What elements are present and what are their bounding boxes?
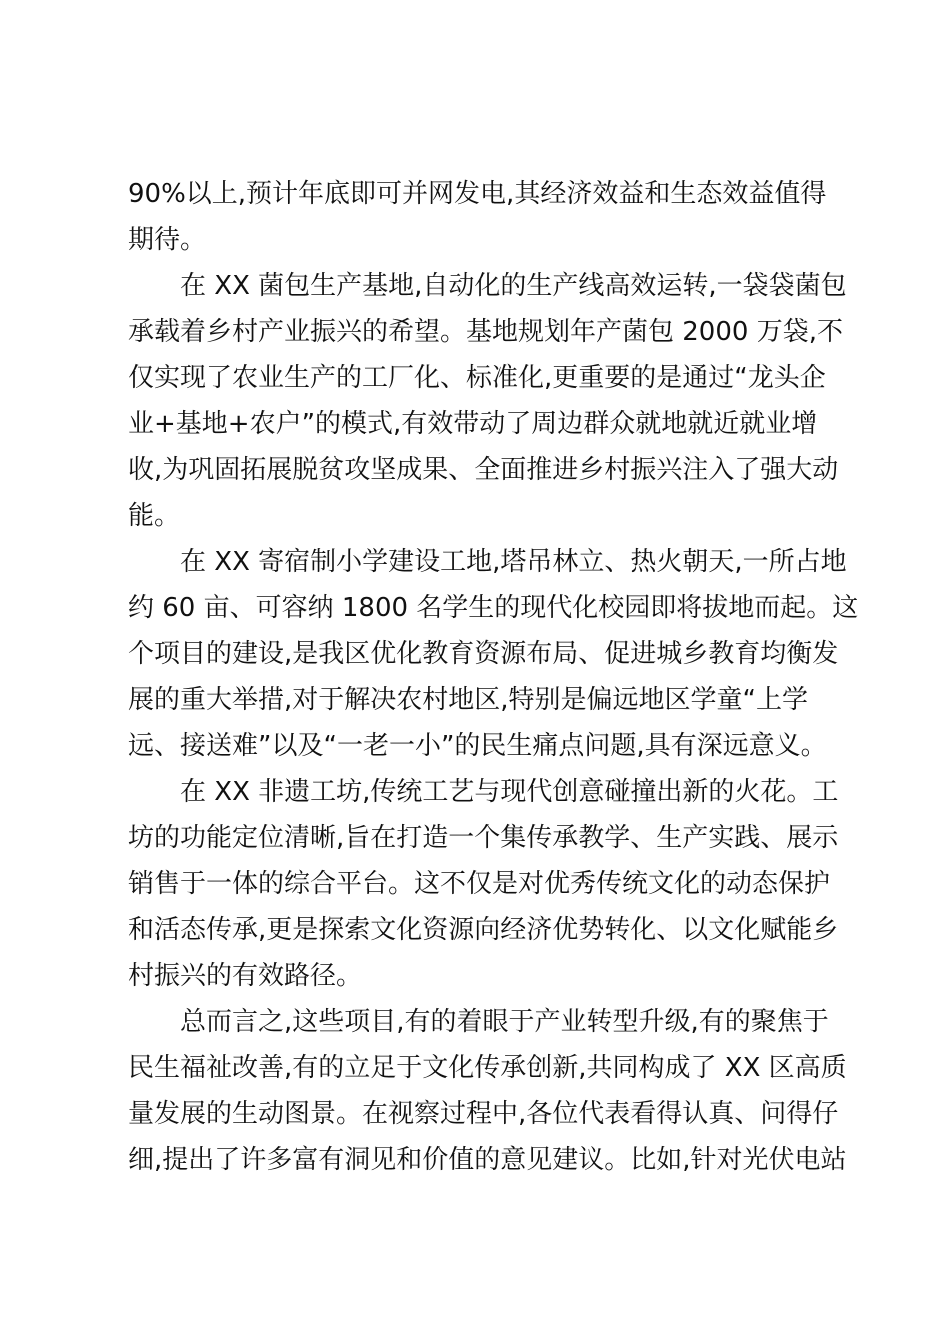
text-line: 民生福祉改善,有的立足于文化传承创新,共同构成了 XX 区高质 — [128, 1053, 847, 1083]
paragraph-start-line: 在 XX 非遗工坊,传统工艺与现代创意碰撞出新的火花。工 — [180, 777, 839, 807]
text-line: 期待。 — [128, 225, 207, 255]
text-line: 90%以上,预计年底即可并网发电,其经济效益和生态效益值得 — [128, 179, 827, 209]
text-line: 销售于一体的综合平台。这不仅是对优秀传统文化的动态保护 — [128, 869, 831, 899]
text-line: 村振兴的有效路径。 — [128, 961, 363, 991]
text-line: 细,提出了许多富有洞见和价值的意见建议。比如,针对光伏电站 — [128, 1145, 847, 1175]
text-line: 仅实现了农业生产的工厂化、标准化,更重要的是通过“龙头企 — [128, 363, 826, 393]
paragraph-start-line: 总而言之,这些项目,有的着眼于产业转型升级,有的聚焦于 — [180, 1007, 829, 1037]
text-line: 坊的功能定位清晰,旨在打造一个集传承教学、生产实践、展示 — [128, 823, 839, 853]
paragraph-start-line: 在 XX 寄宿制小学建设工地,塔吊林立、热火朝天,一所占地 — [180, 547, 847, 577]
document-body — [128, 171, 859, 1183]
text-line: 承载着乡村产业振兴的希望。基地规划年产菌包 2000 万袋,不 — [128, 317, 843, 347]
paragraph-start-line: 在 XX 菌包生产基地,自动化的生产线高效运转,一袋袋菌包 — [180, 271, 847, 301]
text-line: 远、接送难”以及“一老一小”的民生痛点问题,具有深远意义。 — [128, 731, 827, 761]
text-line: 收,为巩固拓展脱贫攻坚成果、全面推进乡村振兴注入了强大动 — [128, 455, 839, 485]
text-line: 能。 — [128, 501, 181, 531]
text-line: 业+基地+农户”的模式,有效带动了周边群众就地就近就业增 — [128, 409, 818, 439]
text-line: 个项目的建设,是我区优化教育资源布局、促进城乡教育均衡发 — [128, 639, 839, 669]
text-line: 展的重大举措,对于解决农村地区,特别是偏远地区学童“上学 — [128, 685, 808, 715]
text-line: 量发展的生动图景。在视察过程中,各位代表看得认真、问得仔 — [128, 1099, 839, 1129]
text-line: 约 60 亩、可容纳 1800 名学生的现代化校园即将拔地而起。这 — [128, 593, 859, 623]
text-line: 和活态传承,更是探索文化资源向经济优势转化、以文化赋能乡 — [128, 915, 839, 945]
